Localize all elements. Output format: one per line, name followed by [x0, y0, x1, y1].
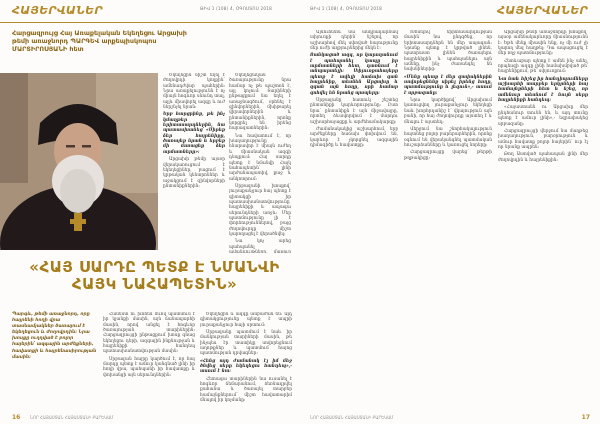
paragraph: Սրբազանը հատուկ շեշտեց ընտանիքի կարևորությունը: Ըստ նրա՝ ընտանիքն է այն միջավայրը, որտեղ ձևավորվում է մարդու աշխարհայացքը և արժեհամակարգը: — [310, 98, 398, 125]
paragraph: Նրա կարծիքով՝ Արցախում կառուցվող յուրաքանչյուր եկեղեցի նաև խորհրդանիշ է՝ վկայություն այն բանի, որ հայ ժողովուրդը այստեղ է և մնալու է այստեղ: — [404, 98, 492, 125]
article-intro: Պարգև, թեմի առաջնորդ, որը հայրենի հողի վրա տասնամյակներ ծառայում է եկեղեցուն և ժողովրդին: Նրա խոսքը ուղղված է բոլոր հայերին՝ ազգային արժեքների, հավատքի և հայրենասիրության մասին: — [12, 312, 97, 360]
paragraph: Եկեղեցական ծառայությունը նրա համար ոչ թե պաշտոն է, այլ կոչում: Տարիների ընթացքում նա եղել է առաջնագծում, օրհնել է զինվորներին, մխիթարել վիրավորներին և ընտանիքներին, որոնք կորցրել են իրենց հարազատներին: — [229, 73, 291, 132]
issue-info: ԹԻՎ 1 (108) 4, ՕԳՈՍՏՈՍ 2018 — [310, 6, 382, 11]
paragraph: Եկեղեցին և ազգը անբաժան են: Այդ գիտակցությունը պետք է ապրի յուրաքանչյուր հայի սրտում: — [200, 312, 292, 328]
paragraph: Ժամանակակից աշխարհում, երբ արժեքները հաճախ փոխվում են, կարևոր է չկորցնել ազգային դիմագիծը և հավատքը: — [310, 126, 398, 148]
article-headline: Հարցազրույց Հայ Առաքելական Եկեղեցու Արցախի թեմի առաջնորդ ՊԱՐԳԵՎ արքեպիսկոպոս ՄԱՐՏԻՐՈՍՅԱՆԻ հետ — [12, 29, 187, 54]
page-footer: ՆՈՐ ՀԱՅԱՍՏԱՆ ՀԱՅԱՍՏԱՆԻ ԲԱՐԵԿԱՄ — [30, 415, 114, 420]
page-number: 16 — [12, 414, 21, 421]
question-paragraph: «Մենք պետք է մեր զավակներին սովորեցնենք սիրել իրենց հողը, պատմությունը և լեզուն»,- ասում է սրբազանը: — [404, 74, 492, 96]
paragraph: Խոսելով երիտասարդության մասին՝ նա ընդգծեց, որ երիտասարդներն են մեր ապագան: Նրանք պետք է կրթված լինեն, պատրաստ լինեն ծառայելու հայրենիքին և պահպանելու այն ամենը, ինչ ժառանգել են նախնիներից: — [404, 30, 492, 73]
article-column-a — [310, 30, 398, 406]
paragraph: Սրբազան հայրը կարծում է, որ հայ մարդը պետք է ամուր կանգնած լինի իր հողի վրա, պահպանի իր հավատքը և փոխանցի այն սերունդներին: — [103, 356, 195, 378]
paragraph: Արցախի թեմի առաջնորդի խոսքով՝ այսօր ամենակարևորը միասնությունն է: Եթե մենք միասին ենք, ոչ մի ուժ չի կարող մեզ հաղթել: Դա ապացուցել է մեր ողջ պատմությունը: — [498, 30, 588, 57]
right-page-header — [300, 0, 600, 23]
paragraph: Վերջում նա շնորհակալություն հայտնեց բոլոր բարերարներին, որոնք օգնում են վերականգնել պատմական հուշարձանները և կառուցել նորերը: — [404, 126, 492, 148]
portrait-photo — [0, 73, 158, 250]
paragraph: Այնուհետև նա անդրադարձավ սփյուռքի դերին՝ նշելով, որ աշխարհով մեկ սփռված հայությունը մեր ուժի աղբյուրներից մեկն է: — [310, 30, 398, 52]
paragraph: Սրբազանի խոսքով՝ յուրաքանչյուր հայ պետք է գիտակցի իր պատասխանատվությունը հայրենիքի և ապագա սերունդների առջև: Մեր պատմությունը լի է փորձություններով, բայց ժողովուրդը միշտ կարողացել է վերածնվել: — [229, 183, 291, 237]
paragraph: Հետագա տարիներին նա ուսանել է հոգևոր ճեմարանում, ձեռնադրվել քահանա և ծառայել տարբեր համայնքներում՝ միշտ հավատարիմ մնալով իր կոչմանը: — [200, 376, 292, 404]
article-column-d — [200, 312, 292, 406]
question-paragraph: Երբ հարցրինք, թե ինչ կմաղթեր երիտասարդներին, նա պատասխանեց՝ «Սիրեք ձեր հայրենիքը, ծառայեք նրան և երբեք մի մոռացեք ձեր արմատները»: — [163, 112, 225, 155]
magazine-logo: ՀԱՅԵՐՎԱՆԵՐ — [497, 4, 588, 17]
pull-quote: «ՀԱՅ ՍԱՐԴԸ ՊԵՏՔ Է ՆՄԱՆՎԻ ՀԱՅԿ ՆԱՀԱՊԵՏԻՆ» — [29, 258, 280, 293]
left-page-header — [0, 0, 300, 23]
paragraph: Հետևաբար պետք է ամեն ինչ անել, որպեսզի ազգը լինի համախմբված թե՛ հայրենիքում, թե՛ սփյուռքում: — [498, 58, 588, 75]
paragraph: Նա կոչ արեց պահպանել ավանդույթները, մաքուր — [229, 239, 291, 253]
paragraph: Արցախի թեմը այսօր վերակառուցում է եկեղեցիներ, բացում է կրթական կենտրոններ և աջակցում է զինվորների ընտանիքներին: — [163, 157, 225, 189]
paragraph: Հարցազրույցը վարեց՝ թերթի թղթակիցը: — [404, 150, 492, 161]
paragraph: Եկեղեցին միշտ եղել է ժողովրդի կողքին՝ ամենադժվար պահերին: Նրա առաքելությունն է ոչ միայն հոգևոր սնունդ տալ, այլև միավորել ազգը և ուժ ներշնչել նրան: — [163, 73, 225, 111]
article-column-b — [404, 30, 492, 406]
question-paragraph: «Հենց այդ ժամանակ էլ իմ մեջ ծնվեց սերը եկեղեցու հանդեպ»,- ասում է նա: — [200, 358, 292, 375]
article-column-c — [498, 30, 588, 406]
article-column-b — [163, 73, 225, 253]
right-page — [300, 0, 600, 424]
article-column-a — [103, 312, 195, 406]
page-footer: ՆՈՐ ՀԱՅԱՍՏԱՆ ՀԱՅԱՍՏԱՆԻ ԲԱՐԵԿԱՄ — [310, 415, 394, 420]
issue-info: ԹԻՎ 1 (108) 4, ՕԳՈՍՏՈՍ 2018 — [200, 6, 272, 11]
question-paragraph: Նա նաև հիշեց իր հանդիպումները աշխարհի տարբեր երկրների հայ համայնքների հետ և նշեց, որ ամենուր տեսնում է նույն սերը հայրենիքի հանդեպ: — [498, 76, 588, 104]
paragraph: Հարցազրույցի վերջում նա մաղթեց խաղաղություն, բարօրություն և ամուր հավատք բոլոր հայերին՝ ուր էլ որ նրանք ապրեն: — [498, 128, 588, 150]
magazine-logo: ՀԱՅԵՐՎԱՆԵՐ — [12, 4, 103, 17]
paragraph: Նա հավատում է, որ խաղաղությունը հնարավոր է միայն ուժեղ և միասնական ազգի դեպքում: Հայ սարդը պետք է նմանվի Հայկ նահապետին՝ լինի արժանապատիվ, քաջ և անկոտրում: — [229, 133, 291, 182]
paragraph: Սրբազանը պատմում է նաև իր մանկության տարիների մասին, թե ինչպես էր տատիկը սովորեցնում աղոթքներ և պատմում հայոց պատմության դրվագներ: — [200, 330, 292, 357]
article-column-c — [229, 73, 291, 253]
paragraph: «Հայաստանն ու Արցախը մեր ընդհանուր տունն են, և այդ տունը պետք է ամուր լինի»,- եզրափակեց սրբազանը: — [498, 105, 588, 127]
question-paragraph: Ցանկացած ազգ, որ կարողանում է պահպանել կապը իր արմատների հետ, դառնում է անպարտելի: Սփյուռքահայերը պետք է ավելի հաճախ գան հայրենիք, տեսնեն Արցախը և զգան այն հողը, որի համար զոհվել են նրանց պապերը: — [310, 53, 398, 96]
paragraph: Թող Աստված պահապան լինի մեր ժողովրդին և հայրենիքին: — [498, 152, 588, 163]
paragraph: Համեստ ու խոհեմ ձևով պատմում է իր կյանքի մասին, այն ճանապարհի մասին, որով անցել է հոգևոր ծառայության տարիներին: Հարցազրույցի ընթացքում խոսք գնաց եկեղեցու դերի, ազգային ինքնության և հայրենիքի հանդեպ պատասխանատվության մասին: — [103, 312, 195, 355]
paragraph — [200, 406, 292, 407]
archbishop-portrait-image — [0, 73, 158, 250]
page-number: 17 — [581, 414, 590, 421]
